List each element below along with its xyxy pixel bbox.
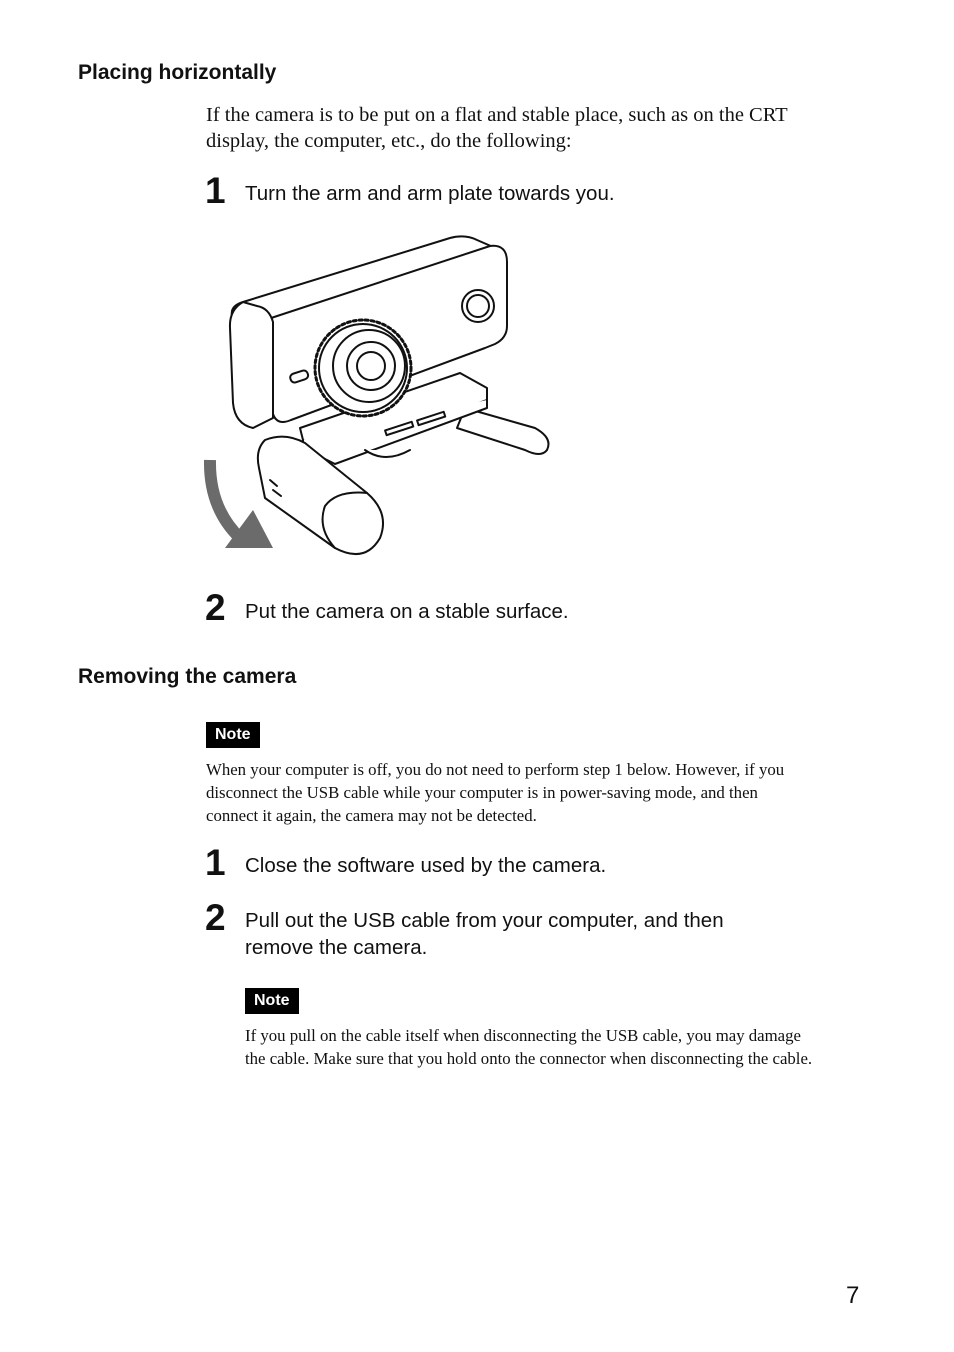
note-badge: Note bbox=[206, 722, 260, 748]
note-badge: Note bbox=[245, 988, 299, 1014]
note-paragraph bbox=[206, 758, 784, 827]
webcam-illustration bbox=[195, 228, 565, 568]
step-number-1: 1 bbox=[205, 170, 226, 211]
intro-line-2: display, the computer, etc., do the following: bbox=[206, 130, 572, 152]
step-text-turn-arm: Turn the arm and arm plate towards you. bbox=[245, 182, 615, 205]
step-text-stable-surface: Put the camera on a stable surface. bbox=[245, 600, 569, 623]
step-text-line: Pull out the USB cable from your computer, and then bbox=[245, 909, 724, 932]
intro-line-1: If the camera is to be put on a flat and stable place, such as on the CRT bbox=[206, 104, 788, 126]
rotation-arrow-icon bbox=[210, 460, 240, 538]
page-number: 7 bbox=[846, 1282, 860, 1309]
section-heading-placing-horizontally: Placing horizontally bbox=[78, 61, 277, 84]
note-line: When your computer is off, you do not need to perform step 1 below. However, if you bbox=[206, 760, 785, 779]
note-line: If you pull on the cable itself when disconnecting the USB cable, you may damage bbox=[245, 1026, 801, 1045]
step-text-line: remove the camera. bbox=[245, 936, 428, 959]
step-number-2: 2 bbox=[205, 897, 226, 938]
step-number-1: 1 bbox=[205, 842, 226, 883]
step-text-close-software: Close the software used by the camera. bbox=[245, 854, 607, 877]
step-text-pull-usb bbox=[245, 907, 724, 961]
note-paragraph bbox=[245, 1024, 812, 1070]
note-line: the cable. Make sure that you hold onto the connector when disconnecting the cable. bbox=[245, 1049, 813, 1068]
note-line: connect it again, the camera may not be detected. bbox=[206, 806, 537, 825]
step-number-2: 2 bbox=[205, 587, 226, 628]
intro-paragraph bbox=[206, 102, 788, 154]
section-heading-removing-camera: Removing the camera bbox=[78, 665, 297, 688]
note-line: disconnect the USB cable while your computer is in power-saving mode, and then bbox=[206, 783, 758, 802]
